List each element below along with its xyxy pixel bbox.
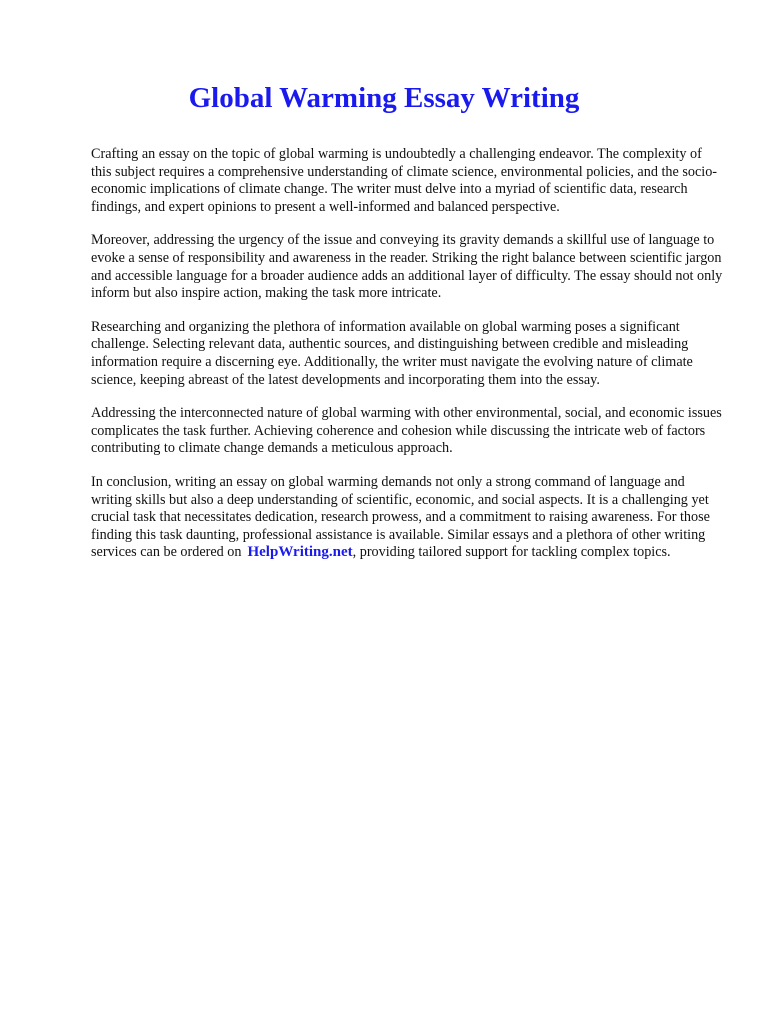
paragraph-research: Researching and organizing the plethora of information available on global warming poses a significant challenge. Selecting relevant data, authentic sources, and distinguishing between credible and misleading information require a discerning eye. Additionally, the writer must navigate the evolving nature of climate science, keeping abreast of the latest developments and incorporating them into the essay. — [91, 318, 693, 388]
conclusion-text: In conclusion, writing an essay on global warming demands not only a strong command of language and writing skills but also a deep understanding of scientific, economic, and social aspects. It is a challenging yet crucial task that necessitates dedication, research prowess, and a commitment to raising awareness. For those finding this task daunting, professional assistance is available. Similar essays and a plethora of other writing services can be ordered on — [91, 473, 710, 561]
paragraph-conclusion — [91, 474, 725, 562]
paragraph-language: Moreover, addressing the urgency of the issue and conveying its gravity demands a skillful use of language to evoke a sense of responsibility and awareness in the reader. Striking the right balance between scientific jargon and accessible language for a broader audience adds an additional layer of difficulty. The essay should not only inform but also inspire action, making the task more intricate. — [91, 232, 723, 302]
document-body — [91, 146, 725, 578]
paragraph-intro: Crafting an essay on the topic of global warming is undoubtedly a challenging endeavor. The complexity of this subject requires a comprehensive understanding of climate science, environmental policies, and the socio-economic implications of climate change. The writer must delve into a myriad of scientific data, research findings, and expert opinions to present a well-informed and balanced perspective. — [91, 146, 718, 215]
conclusion-text-end: , providing tailored support for tackling complex topics. — [352, 544, 671, 561]
document-title: Global Warming Essay Writing — [188, 82, 580, 114]
paragraph-interconnected: Addressing the interconnected nature of global warming with other environmental, social, and economic issues complicates the task further. Achieving coherence and cohesion while discussing the intricate web of factors contributing to climate change demands a meticulous approach. — [91, 405, 722, 457]
helpwriting-link[interactable]: HelpWriting.net — [247, 544, 353, 561]
